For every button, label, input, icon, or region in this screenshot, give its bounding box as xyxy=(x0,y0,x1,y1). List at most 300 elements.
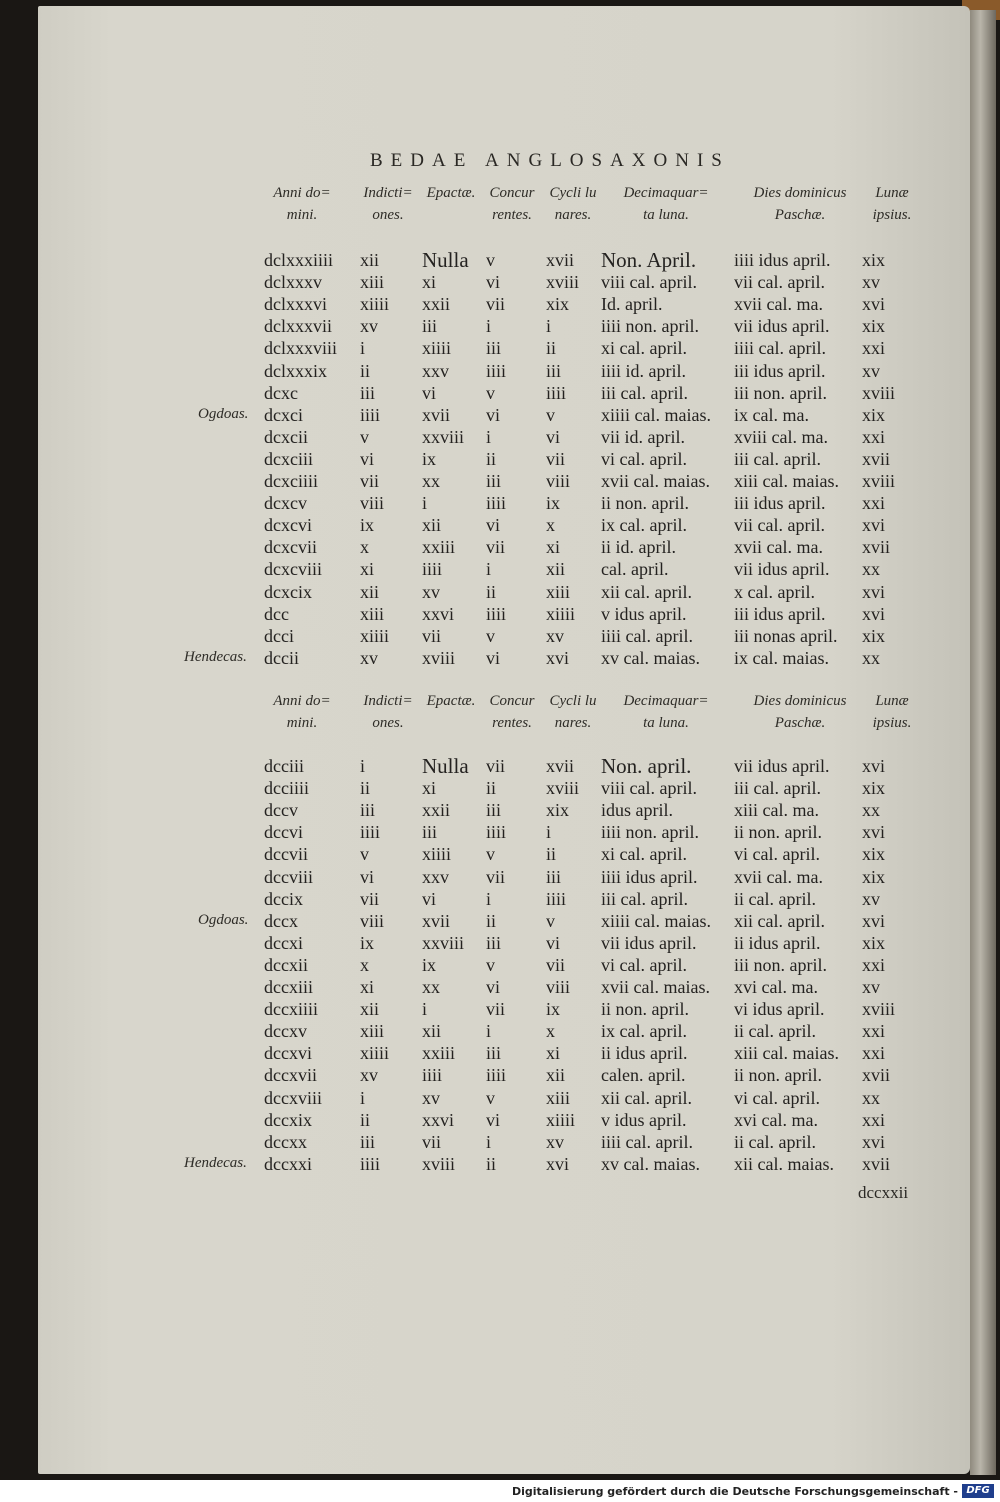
cell-concurrent: vi xyxy=(486,404,501,425)
cell-fourteenth-moon: ii id. april. xyxy=(601,537,676,558)
cell-moon-age: xviii xyxy=(862,999,896,1020)
cell-easter-sunday: vii cal. april. xyxy=(734,272,825,293)
cell-indiction: xv xyxy=(360,647,378,668)
cell-easter-sunday: iii non. april. xyxy=(734,954,827,975)
cell-concurrent: vi xyxy=(486,515,501,536)
cell-fourteenth-moon: ii non. april. xyxy=(601,999,689,1020)
cell-moon-age: xx xyxy=(862,559,880,580)
cell-year: dccxix xyxy=(264,1109,312,1130)
cell-concurrent: vii xyxy=(486,294,506,315)
cell-indiction: xi xyxy=(360,559,375,580)
column-header-moon-age: Lunæ ipsius. xyxy=(872,185,912,223)
cell-moon-age: xix xyxy=(862,866,886,887)
cell-lunar-cycle: xiiii xyxy=(546,603,576,624)
cell-epact: xi xyxy=(422,778,437,799)
cell-indiction: ix xyxy=(360,515,375,536)
cell-moon-age: xvi xyxy=(862,294,886,315)
column-header-lunar-cycle: Cycli lu nares. xyxy=(549,185,597,223)
cell-fourteenth-moon: vii idus april. xyxy=(601,932,697,953)
cell-moon-age: xvii xyxy=(862,448,891,469)
cell-epact: vii xyxy=(422,1131,442,1152)
cell-lunar-cycle: x xyxy=(546,1021,555,1042)
cell-easter-sunday: vi cal. april. xyxy=(734,1087,820,1108)
cell-year: dccix xyxy=(264,888,303,909)
cell-year: dccii xyxy=(264,647,299,668)
cell-epact: i xyxy=(422,493,428,514)
cell-indiction: xiiii xyxy=(360,1043,390,1064)
cell-year: dccxx xyxy=(264,1131,307,1152)
cell-easter-sunday: iii idus april. xyxy=(734,360,826,381)
cell-concurrent: v xyxy=(486,1087,495,1108)
cell-moon-age: xxi xyxy=(862,954,886,975)
cell-moon-age: xviii xyxy=(862,471,896,491)
cell-fourteenth-moon: iiii cal. april. xyxy=(601,625,693,646)
cell-fourteenth-moon: iiii non. april. xyxy=(601,316,699,337)
cell-fourteenth-moon: ix cal. april. xyxy=(601,515,687,536)
cell-concurrent: v xyxy=(486,382,495,403)
cell-year: dcxcii xyxy=(264,426,308,447)
cell-epact: xiiii xyxy=(422,338,452,359)
cell-year: dclxxxviii xyxy=(264,338,337,359)
cell-year: dclxxxvii xyxy=(264,316,332,337)
cell-indiction: v xyxy=(360,844,369,865)
cell-epact: iiii xyxy=(422,559,443,580)
cell-lunar-cycle: xiii xyxy=(546,581,571,602)
cell-lunar-cycle: vii xyxy=(546,954,566,975)
cell-indiction: xiiii xyxy=(360,625,390,646)
cell-concurrent: vi xyxy=(486,1109,501,1130)
cell-moon-age: xviii xyxy=(862,382,896,403)
cell-concurrent: iiii xyxy=(486,822,507,843)
cell-concurrent: vi xyxy=(486,977,501,997)
cell-lunar-cycle: xvii xyxy=(546,250,575,270)
cell-easter-sunday: x cal. april. xyxy=(734,581,815,602)
cell-lunar-cycle: xiii xyxy=(546,1087,571,1108)
cell-indiction: viii xyxy=(360,910,385,931)
cell-moon-age: xxi xyxy=(862,426,886,447)
cell-easter-sunday: ii cal. april. xyxy=(734,1131,816,1152)
cell-fourteenth-moon: calen. april. xyxy=(601,1065,686,1086)
cell-concurrent: vii xyxy=(486,756,506,776)
cell-concurrent: i xyxy=(486,559,492,580)
column-header-indiction: Indicti= ones. xyxy=(363,693,413,731)
cell-moon-age: xvi xyxy=(862,515,886,536)
cell-epact: vi xyxy=(422,888,437,909)
cell-indiction: iii xyxy=(360,382,376,403)
cell-fourteenth-moon: xi cal. april. xyxy=(601,844,687,865)
cell-indiction: ii xyxy=(360,360,371,381)
cell-easter-sunday: xvi cal. ma. xyxy=(734,1109,818,1130)
cell-fourteenth-moon: iiii non. april. xyxy=(601,822,699,843)
cell-concurrent: iii xyxy=(486,338,502,359)
margin-note: Ogdoas. xyxy=(198,405,249,422)
cell-fourteenth-moon: viii cal. april. xyxy=(601,778,697,799)
cell-lunar-cycle: viii xyxy=(546,471,571,491)
cell-fourteenth-moon: Non. april. xyxy=(601,754,692,778)
cell-year: dcciii xyxy=(264,756,304,776)
cell-year: dccxiiii xyxy=(264,999,318,1020)
cell-fourteenth-moon: xvii cal. maias. xyxy=(601,977,710,997)
cell-year: dcxc xyxy=(264,382,298,403)
cell-lunar-cycle: xiiii xyxy=(546,1109,576,1130)
cell-lunar-cycle: xii xyxy=(546,559,566,580)
cell-lunar-cycle: vii xyxy=(546,448,566,469)
column-header-concurrent: Concur rentes. xyxy=(489,185,535,223)
cell-easter-sunday: xviii cal. ma. xyxy=(734,426,828,447)
column-header-lunar-cycle: Cycli lu nares. xyxy=(549,693,597,731)
cell-concurrent: iiii xyxy=(486,1065,507,1086)
cell-lunar-cycle: viii xyxy=(546,977,571,997)
cell-lunar-cycle: xviii xyxy=(546,778,580,799)
cell-lunar-cycle: v xyxy=(546,910,555,931)
cell-lunar-cycle: iii xyxy=(546,360,562,381)
cell-fourteenth-moon: iii cal. april. xyxy=(601,382,688,403)
cell-year: dclxxxiiii xyxy=(264,250,333,270)
cell-concurrent: v xyxy=(486,954,495,975)
cell-year: dcxcv xyxy=(264,493,307,514)
cell-easter-sunday: vii idus april. xyxy=(734,559,830,580)
dfg-logo: DFG xyxy=(962,1484,994,1498)
cell-year: dccvii xyxy=(264,844,308,865)
cell-year: dccxii xyxy=(264,954,308,975)
cell-moon-age: xvi xyxy=(862,822,886,843)
cell-year: dcxcviii xyxy=(264,559,322,580)
margin-note: Hendecas. xyxy=(184,648,247,665)
cell-moon-age: xix xyxy=(862,625,886,646)
cell-concurrent: vi xyxy=(486,272,501,293)
cell-fourteenth-moon: xvii cal. maias. xyxy=(601,471,710,491)
cell-easter-sunday: xvii cal. ma. xyxy=(734,866,823,887)
cell-epact: xxviii xyxy=(422,932,465,953)
cell-fourteenth-moon: xii cal. april. xyxy=(601,581,692,602)
cell-fourteenth-moon: iiii cal. april. xyxy=(601,1131,693,1152)
cell-moon-age: xv xyxy=(862,360,880,381)
running-head: BEDAE ANGLOSAXONIS xyxy=(370,150,730,171)
column-header-indiction: Indicti= ones. xyxy=(363,185,413,223)
cell-moon-age: xxi xyxy=(862,1021,886,1042)
cell-epact: xxiii xyxy=(422,537,456,558)
cell-indiction: xiii xyxy=(360,603,385,624)
cell-easter-sunday: xii cal. april. xyxy=(734,910,825,931)
cell-lunar-cycle: ix xyxy=(546,493,561,514)
cell-moon-age: xv xyxy=(862,272,880,293)
cell-epact: Nulla xyxy=(422,754,469,778)
page-edge xyxy=(970,10,996,1475)
cell-fourteenth-moon: xi cal. april. xyxy=(601,338,687,359)
column-header-year: Anni do= mini. xyxy=(273,185,331,223)
cell-easter-sunday: xvi cal. ma. xyxy=(734,977,818,997)
cell-epact: ix xyxy=(422,954,437,975)
cell-lunar-cycle: xvi xyxy=(546,1153,570,1174)
cell-moon-age: xvii xyxy=(862,1153,891,1174)
cell-fourteenth-moon: vi cal. april. xyxy=(601,954,687,975)
cell-year: dcc xyxy=(264,603,289,624)
cell-lunar-cycle: xviii xyxy=(546,272,580,293)
cell-moon-age: xvi xyxy=(862,603,886,624)
cell-lunar-cycle: xv xyxy=(546,1131,564,1152)
cell-year: dccxvi xyxy=(264,1043,312,1064)
cell-indiction: xi xyxy=(360,977,375,997)
cell-lunar-cycle: iiii xyxy=(546,888,567,909)
cell-indiction: v xyxy=(360,426,369,447)
cell-epact: xvii xyxy=(422,404,451,425)
cell-moon-age: xxi xyxy=(862,338,886,359)
cell-fourteenth-moon: ii idus april. xyxy=(601,1043,688,1064)
cell-concurrent: iiii xyxy=(486,603,507,624)
cell-fourteenth-moon: idus april. xyxy=(601,800,673,821)
cell-indiction: ix xyxy=(360,932,375,953)
cell-easter-sunday: ii cal. april. xyxy=(734,1021,816,1042)
cell-lunar-cycle: xi xyxy=(546,537,561,558)
cell-year: dccxv xyxy=(264,1021,307,1042)
cell-moon-age: xix xyxy=(862,316,886,337)
cell-moon-age: xxi xyxy=(862,1043,886,1064)
cell-concurrent: ii xyxy=(486,581,497,602)
cell-year: dcci xyxy=(264,625,294,646)
cell-fourteenth-moon: xv cal. maias. xyxy=(601,1153,700,1174)
cell-fourteenth-moon: vii id. april. xyxy=(601,426,685,447)
cell-easter-sunday: iii non. april. xyxy=(734,382,827,403)
cell-fourteenth-moon: viii cal. april. xyxy=(601,272,697,293)
column-header-fourteenth-moon: Decimaquar= ta luna. xyxy=(623,185,709,223)
cell-year: dcxcvii xyxy=(264,537,317,558)
cell-concurrent: ii xyxy=(486,778,497,799)
cell-lunar-cycle: xvii xyxy=(546,756,575,776)
cell-indiction: iiii xyxy=(360,404,381,425)
cell-concurrent: iii xyxy=(486,932,502,953)
cell-fourteenth-moon: Non. April. xyxy=(601,248,697,272)
cell-moon-age: xv xyxy=(862,888,880,909)
cell-indiction: vi xyxy=(360,866,375,887)
cell-indiction: ii xyxy=(360,1109,371,1130)
cell-year: dclxxxv xyxy=(264,272,322,293)
cell-easter-sunday: ii cal. april. xyxy=(734,888,816,909)
cell-concurrent: ii xyxy=(486,448,497,469)
cell-concurrent: v xyxy=(486,844,495,865)
footer-credit: Digitalisierung gefördert durch die Deutsche Forschungsgemeinschaft - xyxy=(511,1485,958,1498)
cell-moon-age: xix xyxy=(862,404,886,425)
cell-fourteenth-moon: xiiii cal. maias. xyxy=(601,404,711,425)
cell-year: dcxcvi xyxy=(264,515,312,536)
cell-lunar-cycle: ix xyxy=(546,999,561,1020)
cell-year: dcxciiii xyxy=(264,471,318,491)
catchword: dccxxii xyxy=(858,1183,909,1202)
cell-indiction: i xyxy=(360,338,366,359)
cell-easter-sunday: vi idus april. xyxy=(734,999,825,1020)
cell-concurrent: vii xyxy=(486,999,506,1020)
cell-year: dcxcix xyxy=(264,581,312,602)
cell-lunar-cycle: xv xyxy=(546,625,564,646)
margin-note: Hendecas. xyxy=(184,1154,247,1171)
cell-fourteenth-moon: xii cal. april. xyxy=(601,1087,692,1108)
cell-easter-sunday: xiii cal. maias. xyxy=(734,1043,839,1064)
cell-epact: xv xyxy=(422,1087,440,1108)
cell-year: dcciiii xyxy=(264,778,309,799)
cell-concurrent: v xyxy=(486,625,495,646)
cell-lunar-cycle: vi xyxy=(546,426,561,447)
cell-moon-age: xvi xyxy=(862,1131,886,1152)
cell-moon-age: xx xyxy=(862,1087,880,1108)
cell-easter-sunday: iii cal. april. xyxy=(734,778,821,799)
cell-easter-sunday: xii cal. maias. xyxy=(734,1153,834,1174)
cell-epact: xiiii xyxy=(422,844,452,865)
cell-indiction: viii xyxy=(360,493,385,514)
cell-easter-sunday: vi cal. april. xyxy=(734,844,820,865)
cell-epact: xii xyxy=(422,515,442,536)
cell-epact: iii xyxy=(422,316,438,337)
cell-lunar-cycle: ii xyxy=(546,844,557,865)
cell-moon-age: xix xyxy=(862,932,886,953)
cell-concurrent: iii xyxy=(486,471,502,491)
cell-lunar-cycle: iiii xyxy=(546,382,567,403)
column-header-easter-sunday: Dies dominicus Paschæ. xyxy=(753,185,847,223)
cell-indiction: ii xyxy=(360,778,371,799)
cell-epact: xxii xyxy=(422,294,451,315)
cell-indiction: x xyxy=(360,537,369,558)
cell-year: dccxviii xyxy=(264,1087,322,1108)
cell-epact: xxiii xyxy=(422,1043,456,1064)
cell-indiction: iiii xyxy=(360,1153,381,1174)
cell-easter-sunday: iii idus april. xyxy=(734,603,826,624)
cell-moon-age: xxi xyxy=(862,493,886,514)
cell-easter-sunday: iiii cal. april. xyxy=(734,338,826,359)
cell-year: dclxxxix xyxy=(264,360,327,381)
cell-moon-age: xix xyxy=(862,778,886,799)
column-header-fourteenth-moon: Decimaquar= ta luna. xyxy=(623,693,709,731)
cell-year: dclxxxvi xyxy=(264,294,327,315)
cell-fourteenth-moon: iiii id. april. xyxy=(601,360,686,381)
cell-lunar-cycle: v xyxy=(546,404,555,425)
cell-year: dccxxi xyxy=(264,1153,312,1174)
cell-fourteenth-moon: v idus april. xyxy=(601,603,687,624)
column-header-epact: Epactæ. xyxy=(426,693,476,709)
cell-indiction: iii xyxy=(360,1131,376,1152)
cell-easter-sunday: xiii cal. ma. xyxy=(734,800,819,821)
cell-epact: xx xyxy=(422,471,440,491)
cell-year: dccxvii xyxy=(264,1065,317,1086)
cell-concurrent: i xyxy=(486,1131,492,1152)
cell-indiction: xv xyxy=(360,316,378,337)
cell-lunar-cycle: i xyxy=(546,316,552,337)
cell-year: dccxiii xyxy=(264,977,313,997)
cell-lunar-cycle: ii xyxy=(546,338,557,359)
cell-easter-sunday: ii non. april. xyxy=(734,1065,822,1086)
cell-concurrent: iiii xyxy=(486,360,507,381)
cell-concurrent: i xyxy=(486,888,492,909)
cell-epact: xviii xyxy=(422,1153,456,1174)
cell-indiction: x xyxy=(360,954,369,975)
cell-indiction: vi xyxy=(360,448,375,469)
cell-indiction: i xyxy=(360,1087,366,1108)
cell-lunar-cycle: x xyxy=(546,515,555,536)
cell-concurrent: vi xyxy=(486,647,501,668)
cell-lunar-cycle: i xyxy=(546,822,552,843)
margin-note: Ogdoas. xyxy=(198,911,249,928)
cell-epact: xxii xyxy=(422,800,451,821)
cell-moon-age: xvii xyxy=(862,537,891,558)
cell-epact: xxviii xyxy=(422,426,465,447)
cell-concurrent: iii xyxy=(486,1043,502,1064)
cell-concurrent: i xyxy=(486,1021,492,1042)
cell-indiction: xii xyxy=(360,581,380,602)
cell-lunar-cycle: xix xyxy=(546,294,570,315)
cell-lunar-cycle: xvi xyxy=(546,647,570,668)
cell-concurrent: ii xyxy=(486,1153,497,1174)
cell-year: dccviii xyxy=(264,866,313,887)
cell-moon-age: xix xyxy=(862,844,886,865)
cell-epact: ix xyxy=(422,448,437,469)
cell-concurrent: i xyxy=(486,316,492,337)
cell-indiction: i xyxy=(360,756,366,776)
cell-lunar-cycle: xix xyxy=(546,800,570,821)
cell-epact: iiii xyxy=(422,1065,443,1086)
cell-easter-sunday: ix cal. maias. xyxy=(734,647,829,668)
cell-year: dccv xyxy=(264,800,298,821)
cell-indiction: xiiii xyxy=(360,294,390,315)
cell-epact: vi xyxy=(422,382,437,403)
cell-year: dccxi xyxy=(264,932,303,953)
cell-concurrent: ii xyxy=(486,910,497,931)
cell-epact: xxvi xyxy=(422,603,455,624)
cell-lunar-cycle: iii xyxy=(546,866,562,887)
cell-epact: Nulla xyxy=(422,248,469,272)
cell-easter-sunday: vii idus april. xyxy=(734,316,830,337)
column-header-moon-age: Lunæ ipsius. xyxy=(872,693,912,731)
cell-indiction: xiii xyxy=(360,272,385,293)
cell-fourteenth-moon: xv cal. maias. xyxy=(601,647,700,668)
cell-year: dccx xyxy=(264,910,298,931)
cell-moon-age: xv xyxy=(862,977,880,997)
cell-fourteenth-moon: cal. april. xyxy=(601,559,669,580)
column-header-easter-sunday: Dies dominicus Paschæ. xyxy=(753,693,847,731)
cell-fourteenth-moon: xiiii cal. maias. xyxy=(601,910,711,931)
cell-moon-age: xix xyxy=(862,250,886,270)
cell-moon-age: xvi xyxy=(862,910,886,931)
cell-epact: i xyxy=(422,999,428,1020)
cell-year: dcxciii xyxy=(264,448,313,469)
cell-easter-sunday: iii nonas april. xyxy=(734,625,838,646)
cell-indiction: iiii xyxy=(360,822,381,843)
book-page xyxy=(38,6,970,1474)
column-header-concurrent: Concur rentes. xyxy=(489,693,535,731)
cell-easter-sunday: ix cal. ma. xyxy=(734,404,809,425)
cell-concurrent: iiii xyxy=(486,493,507,514)
cell-moon-age: xx xyxy=(862,800,880,821)
cell-indiction: xii xyxy=(360,999,380,1020)
cell-epact: vii xyxy=(422,625,442,646)
cell-fourteenth-moon: iii cal. april. xyxy=(601,888,688,909)
cell-concurrent: v xyxy=(486,250,495,270)
cell-fourteenth-moon: ii non. april. xyxy=(601,493,689,514)
cell-moon-age: xvii xyxy=(862,1065,891,1086)
cell-fourteenth-moon: ix cal. april. xyxy=(601,1021,687,1042)
cell-indiction: vii xyxy=(360,888,380,909)
cell-epact: xxvi xyxy=(422,1109,455,1130)
cell-easter-sunday: vii cal. april. xyxy=(734,515,825,536)
cell-fourteenth-moon: Id. april. xyxy=(601,294,663,315)
cell-epact: xi xyxy=(422,272,437,293)
cell-moon-age: xvi xyxy=(862,581,886,602)
cell-indiction: xv xyxy=(360,1065,378,1086)
column-header-year: Anni do= mini. xyxy=(273,693,331,731)
column-header-epact: Epactæ. xyxy=(426,185,476,201)
cell-year: dcxci xyxy=(264,404,303,425)
cell-indiction: xiii xyxy=(360,1021,385,1042)
cell-lunar-cycle: xii xyxy=(546,1065,566,1086)
cell-epact: xv xyxy=(422,581,440,602)
cell-moon-age: xvi xyxy=(862,756,886,776)
cell-easter-sunday: xvii cal. ma. xyxy=(734,537,823,558)
